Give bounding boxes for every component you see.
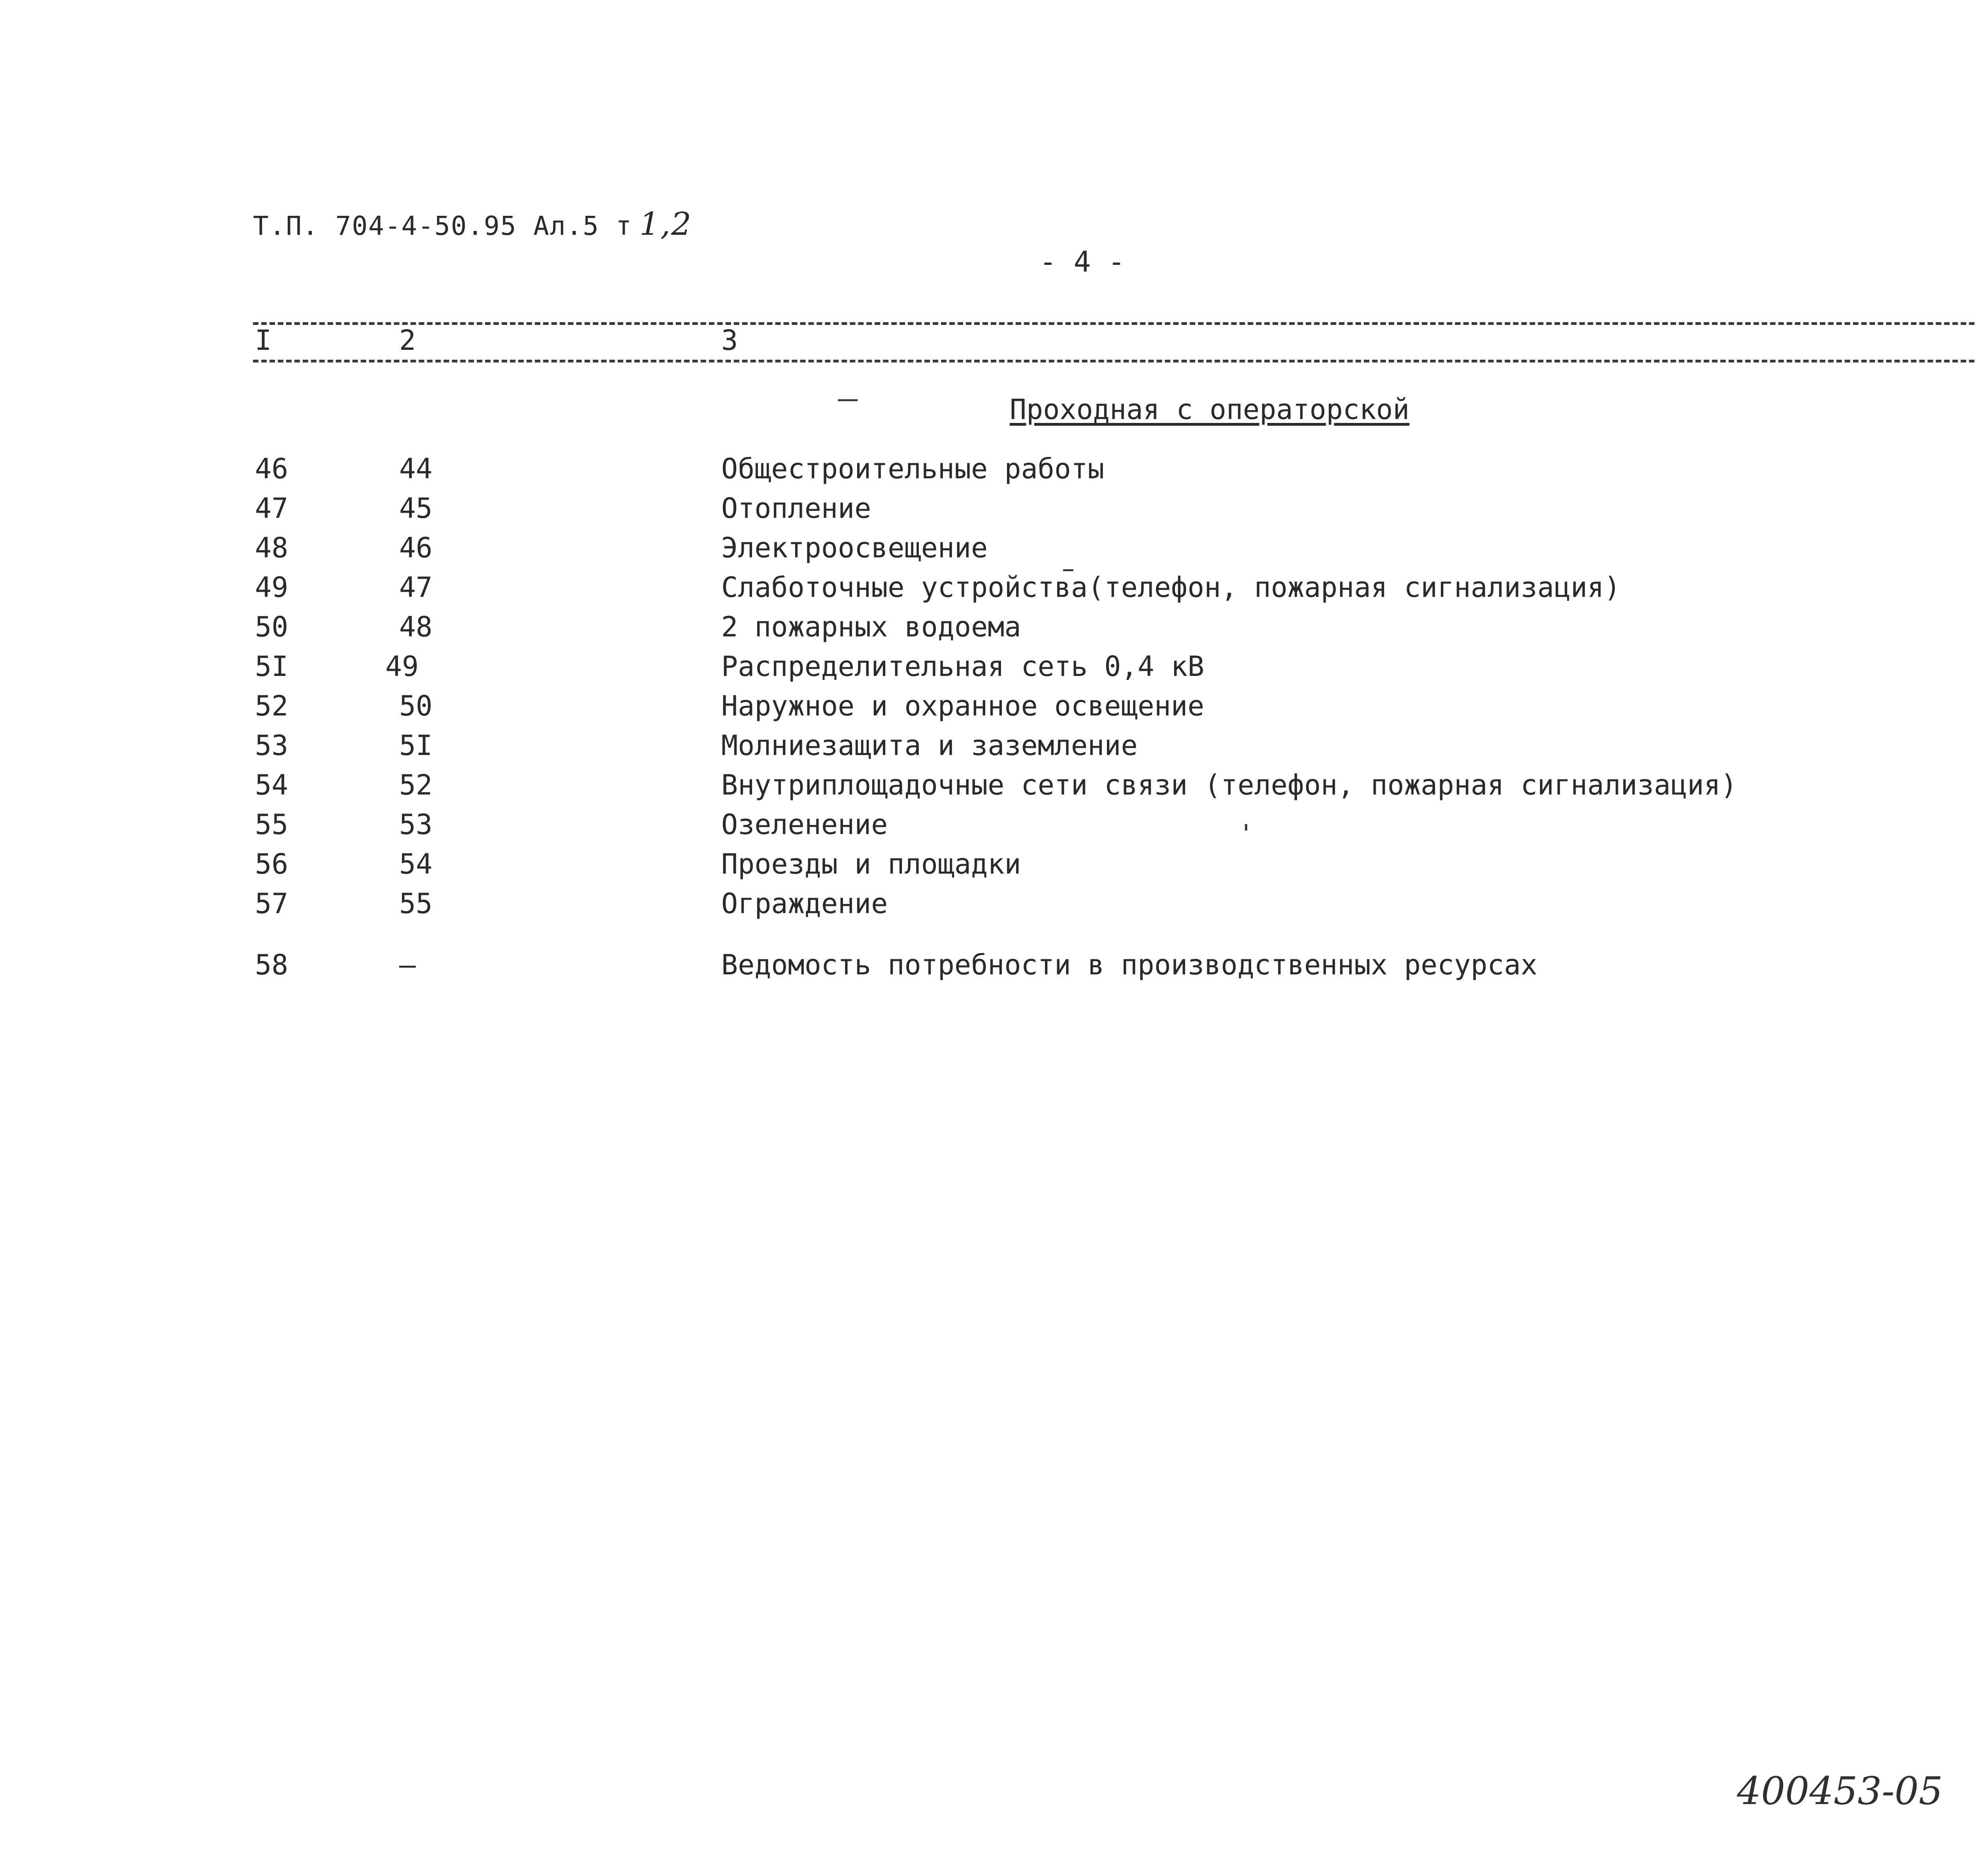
table-row — [0, 492, 1976, 532]
row-sheet: 46 — [399, 532, 433, 564]
document-code — [253, 206, 692, 242]
table-row — [0, 571, 1976, 611]
scan-speck — [1245, 824, 1247, 830]
row-name: Ведомость потребности в производственных ресурсах — [721, 949, 1538, 981]
row-sheet: 52 — [399, 769, 433, 801]
inventory-code: 400453-05 — [1737, 1769, 1943, 1813]
section-title: Проходная с операторской — [1010, 393, 1410, 426]
row-sheet: 50 — [399, 690, 433, 722]
row-number: 52 — [255, 690, 288, 722]
scan-speck — [838, 399, 858, 401]
row-sheet: 47 — [399, 571, 433, 604]
row-name: Озеленение — [721, 808, 888, 841]
table-row — [0, 453, 1976, 492]
row-name: Общестроительные работы — [721, 453, 1105, 485]
row-number: 55 — [255, 808, 288, 841]
row-number: 58 — [255, 949, 288, 981]
column-header-1: I — [255, 324, 272, 357]
row-name: 2 пожарных водоема — [721, 611, 1021, 643]
row-name: Электроосвещение — [721, 532, 988, 564]
row-name: Слаботочные устройства(телефон, пожарная сигнализация) — [721, 571, 1621, 604]
row-name: Распределительная сеть 0,4 кВ — [721, 650, 1205, 683]
table-row — [0, 690, 1976, 729]
row-name: Ограждение — [721, 887, 888, 920]
row-sheet: 45 — [399, 492, 433, 525]
row-name: Проезды и площадки — [721, 848, 1021, 880]
table-row — [0, 611, 1976, 650]
column-header-2: 2 — [399, 324, 416, 357]
row-name: Наружное и охранное освещение — [721, 690, 1205, 722]
table-body — [0, 453, 1976, 988]
table-row — [0, 848, 1976, 887]
document-code-handwritten: 1,2 — [639, 206, 692, 242]
row-number: 48 — [255, 532, 288, 564]
row-number: 53 — [255, 729, 288, 762]
table-header-rule — [253, 360, 1976, 362]
row-sheet: 5I — [399, 729, 433, 762]
table-top-rule — [253, 322, 1976, 325]
inventory-stamp — [1737, 1769, 1976, 1813]
table-row — [0, 887, 1976, 927]
row-name: Внутриплощадочные сети связи (телефон, пожарная сигнализация) — [721, 769, 1737, 801]
row-name: Отопление — [721, 492, 871, 525]
row-number: 57 — [255, 887, 288, 920]
column-header-3: 3 — [721, 324, 738, 357]
row-sheet: 48 — [399, 611, 433, 643]
document-code-text: Т.П. 704-4-50.95 Ал.5 т — [253, 211, 632, 241]
table-row — [0, 808, 1976, 848]
row-number: 5I — [255, 650, 288, 683]
table-row — [0, 729, 1976, 769]
table-row — [0, 949, 1976, 988]
row-number: 47 — [255, 492, 288, 525]
table-row — [0, 532, 1976, 571]
row-sheet: 49 — [385, 650, 419, 683]
row-name: Молниезащита и заземление — [721, 729, 1138, 762]
row-number: 46 — [255, 453, 288, 485]
row-number: 54 — [255, 769, 288, 801]
row-sheet: – — [399, 949, 416, 981]
table-row — [0, 769, 1976, 808]
row-number: 56 — [255, 848, 288, 880]
page-number: - 4 - — [1039, 245, 1125, 278]
row-number: 50 — [255, 611, 288, 643]
row-sheet: 44 — [399, 453, 433, 485]
scan-speck — [1063, 569, 1073, 571]
row-number: 49 — [255, 571, 288, 604]
row-sheet: 55 — [399, 887, 433, 920]
row-sheet: 53 — [399, 808, 433, 841]
row-sheet: 54 — [399, 848, 433, 880]
table-row — [0, 650, 1976, 690]
